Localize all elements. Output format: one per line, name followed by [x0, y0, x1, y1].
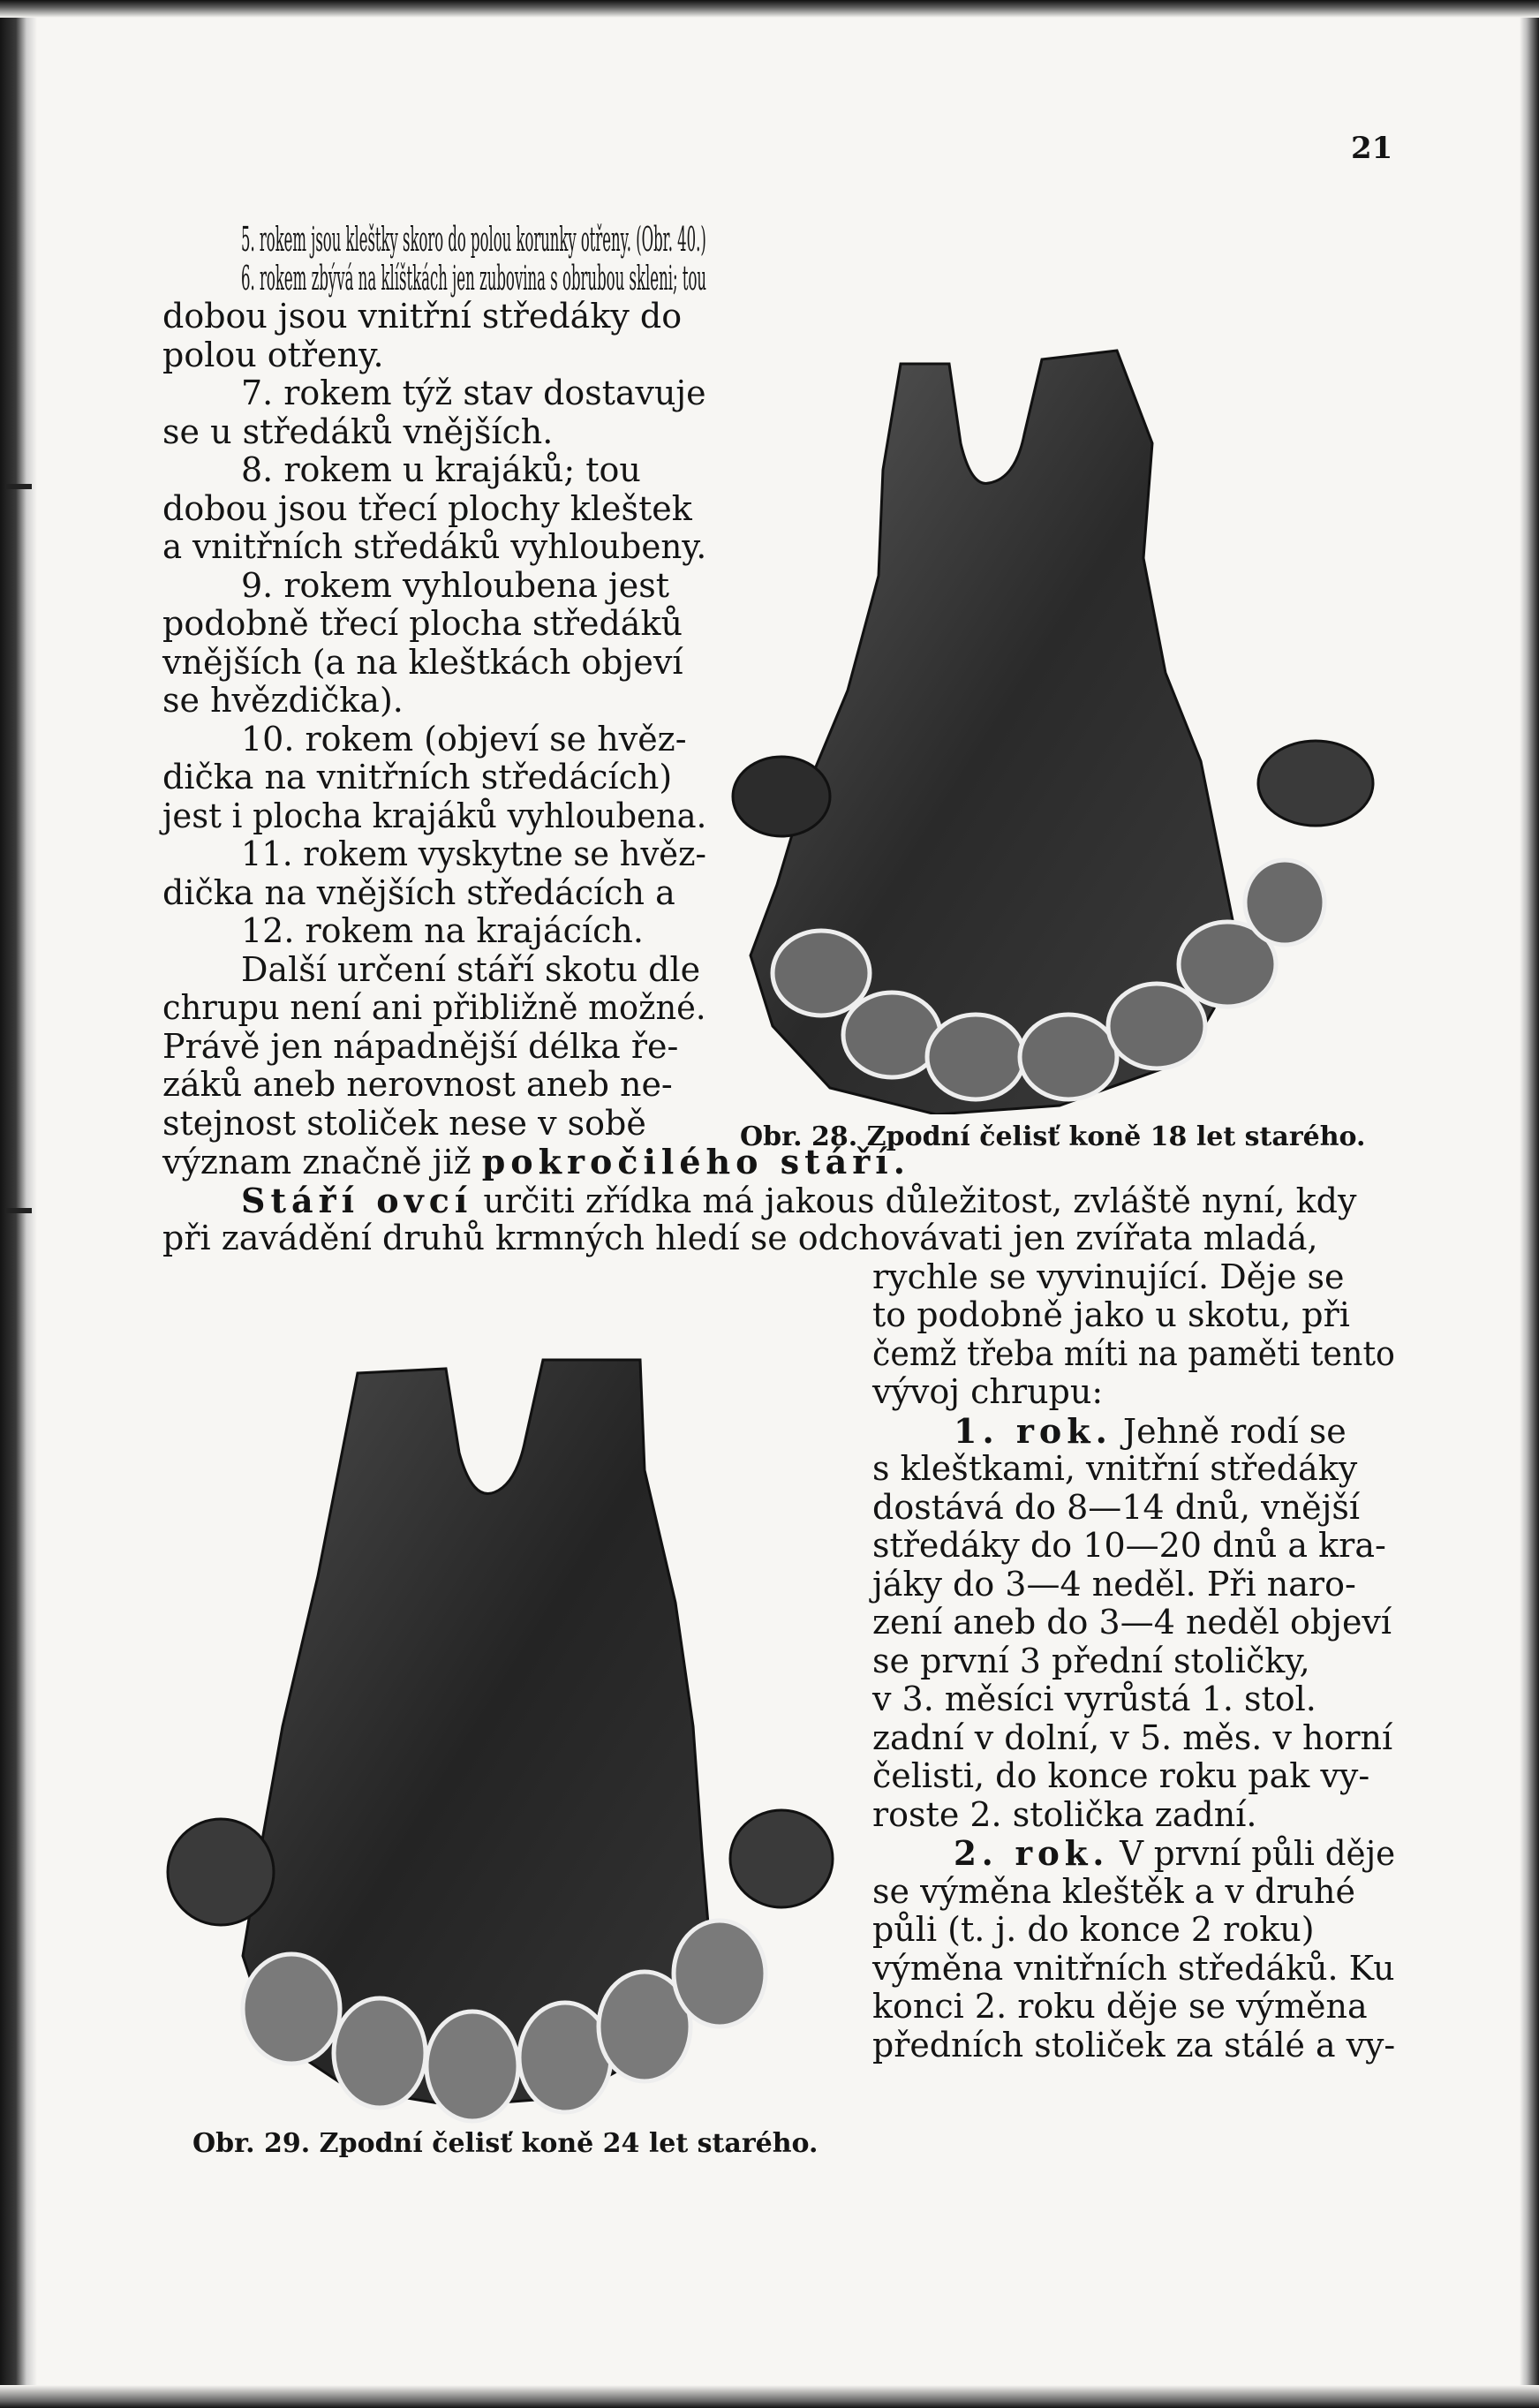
binding-mark	[5, 1208, 32, 1213]
text-line: to podobně jako u skotu, při	[872, 1295, 1350, 1334]
text-line: 5. rokem jsou kleštky skoro do polou korunky otřeny. (Obr. 40.)	[241, 220, 706, 259]
text-line: 11. rokem vyskytne se hvěz-	[241, 834, 706, 873]
scan-edge-left	[0, 0, 37, 2408]
canine-left	[733, 757, 830, 836]
text-line: se hvězdička).	[162, 681, 404, 720]
text-line: dička na vnějších středácích a	[162, 873, 675, 912]
text-line: dostává do 8—14 dnů, vnější	[872, 1488, 1361, 1527]
text-line: vývoj chrupu:	[872, 1372, 1104, 1411]
text-line: 12. rokem na krajácích.	[241, 911, 644, 950]
text-line: čemž třeba míti na paměti tento	[872, 1334, 1395, 1373]
text-line: a vnitřních středáků vyhloubeny.	[162, 527, 707, 566]
text-line: výměna vnitřních středáků. Ku	[872, 1949, 1395, 1988]
text-line: zadní v dolní, v 5. měs. v horní	[872, 1718, 1393, 1757]
spaced-term: 1. rok.	[954, 1411, 1113, 1451]
figure-28-caption: Obr. 28. Zpodní čelisť koně 18 let starého.	[740, 1121, 1366, 1152]
text-line	[162, 1143, 910, 1182]
text-line	[954, 1834, 1395, 1874]
text-line: dobou jsou třecí plochy kleštek	[162, 489, 692, 528]
text-line: se první 3 přední stoličky,	[872, 1642, 1310, 1680]
figure-29-caption: Obr. 29. Zpodní čelisť koně 24 let starého.	[192, 2128, 819, 2159]
text-line	[954, 1412, 1347, 1452]
text-line: středáky do 10—20 dnů a kra-	[872, 1526, 1386, 1565]
spaced-term: pokročilého stáří.	[481, 1142, 910, 1181]
text-line: podobně třecí plocha středáků	[162, 604, 683, 643]
canine-right	[730, 1810, 833, 1907]
page-number: 21	[1351, 131, 1393, 166]
text-line: s kleštkami, vnitřní středáky	[872, 1449, 1358, 1488]
canine-left	[168, 1819, 274, 1925]
text-line: dobou jsou vnitřní středáky do	[162, 297, 683, 336]
spaced-term: 2. rok.	[954, 1833, 1110, 1873]
text-line: dička na vnitřních středácích)	[162, 758, 673, 796]
text-line: v 3. měsíci vyrůstá 1. stol.	[872, 1680, 1316, 1718]
text-line: se výměna kleštěk a v druhé	[872, 1872, 1355, 1911]
text-line: chrupu není ani přibližně možné.	[162, 988, 706, 1027]
text-line: předních stoliček za stálé a vy-	[872, 2026, 1396, 2065]
figure-29-jaw-24-years	[163, 1355, 852, 2124]
text-line: 7. rokem týž stav dostavuje	[241, 374, 706, 412]
scan-edge-right	[1520, 0, 1539, 2408]
text-line	[241, 1181, 1356, 1221]
text-line: čelisti, do konce roku pak vy-	[872, 1756, 1370, 1795]
text-line: 8. rokem u krajáků; tou	[241, 450, 641, 489]
text-line: při zavádění druhů krmných hledí se odchovávati jen zvířata mladá,	[162, 1219, 1318, 1257]
text-line: půli (t. j. do konce 2 roku)	[872, 1910, 1315, 1949]
text-line: 9. rokem vyhloubena jest	[241, 566, 669, 605]
scan-edge-top	[0, 0, 1539, 18]
figure-28-jaw-18-years	[724, 337, 1386, 1114]
text-run: význam značně již	[162, 1143, 482, 1181]
binding-mark	[5, 484, 32, 489]
text-line: jáky do 3—4 neděl. Při naro-	[872, 1565, 1356, 1604]
text-line: konci 2. roku děje se výměna	[872, 1987, 1368, 2026]
text-line: Právě jen nápadnější délka ře-	[162, 1027, 679, 1066]
text-line: stejnost stoliček nese v sobě	[162, 1104, 646, 1143]
text-run: V první půli děje	[1109, 1834, 1396, 1873]
canine-right	[1258, 741, 1373, 826]
text-line: vnějších (a na kleštkách objeví	[162, 643, 683, 682]
text-line: Další určení stáří skotu dle	[241, 950, 701, 989]
text-line: se u středáků vnějších.	[162, 412, 554, 451]
text-line: rychle se vyvinující. Děje se	[872, 1257, 1345, 1296]
spaced-term: Stáří ovcí	[241, 1181, 473, 1220]
text-line: polou otřeny.	[162, 336, 384, 374]
text-run: určiti zřídka má jakous důležitost, zvláště nyní, kdy	[472, 1181, 1357, 1220]
text-line: 6. rokem zbývá na klíštkách jen zubovina s obrubou skleni; tou	[241, 259, 707, 298]
text-line: roste 2. stolička zadní.	[872, 1795, 1257, 1834]
text-line: 10. rokem (objeví se hvěz-	[241, 720, 687, 759]
scan-edge-bottom	[0, 2385, 1539, 2408]
text-line: jest i plocha krajáků vyhloubena.	[162, 796, 707, 835]
text-run: Jehně rodí se	[1112, 1412, 1347, 1451]
text-line: záků aneb nerovnost aneb ne-	[162, 1065, 673, 1104]
text-line: zení aneb do 3—4 neděl objeví	[872, 1603, 1392, 1642]
